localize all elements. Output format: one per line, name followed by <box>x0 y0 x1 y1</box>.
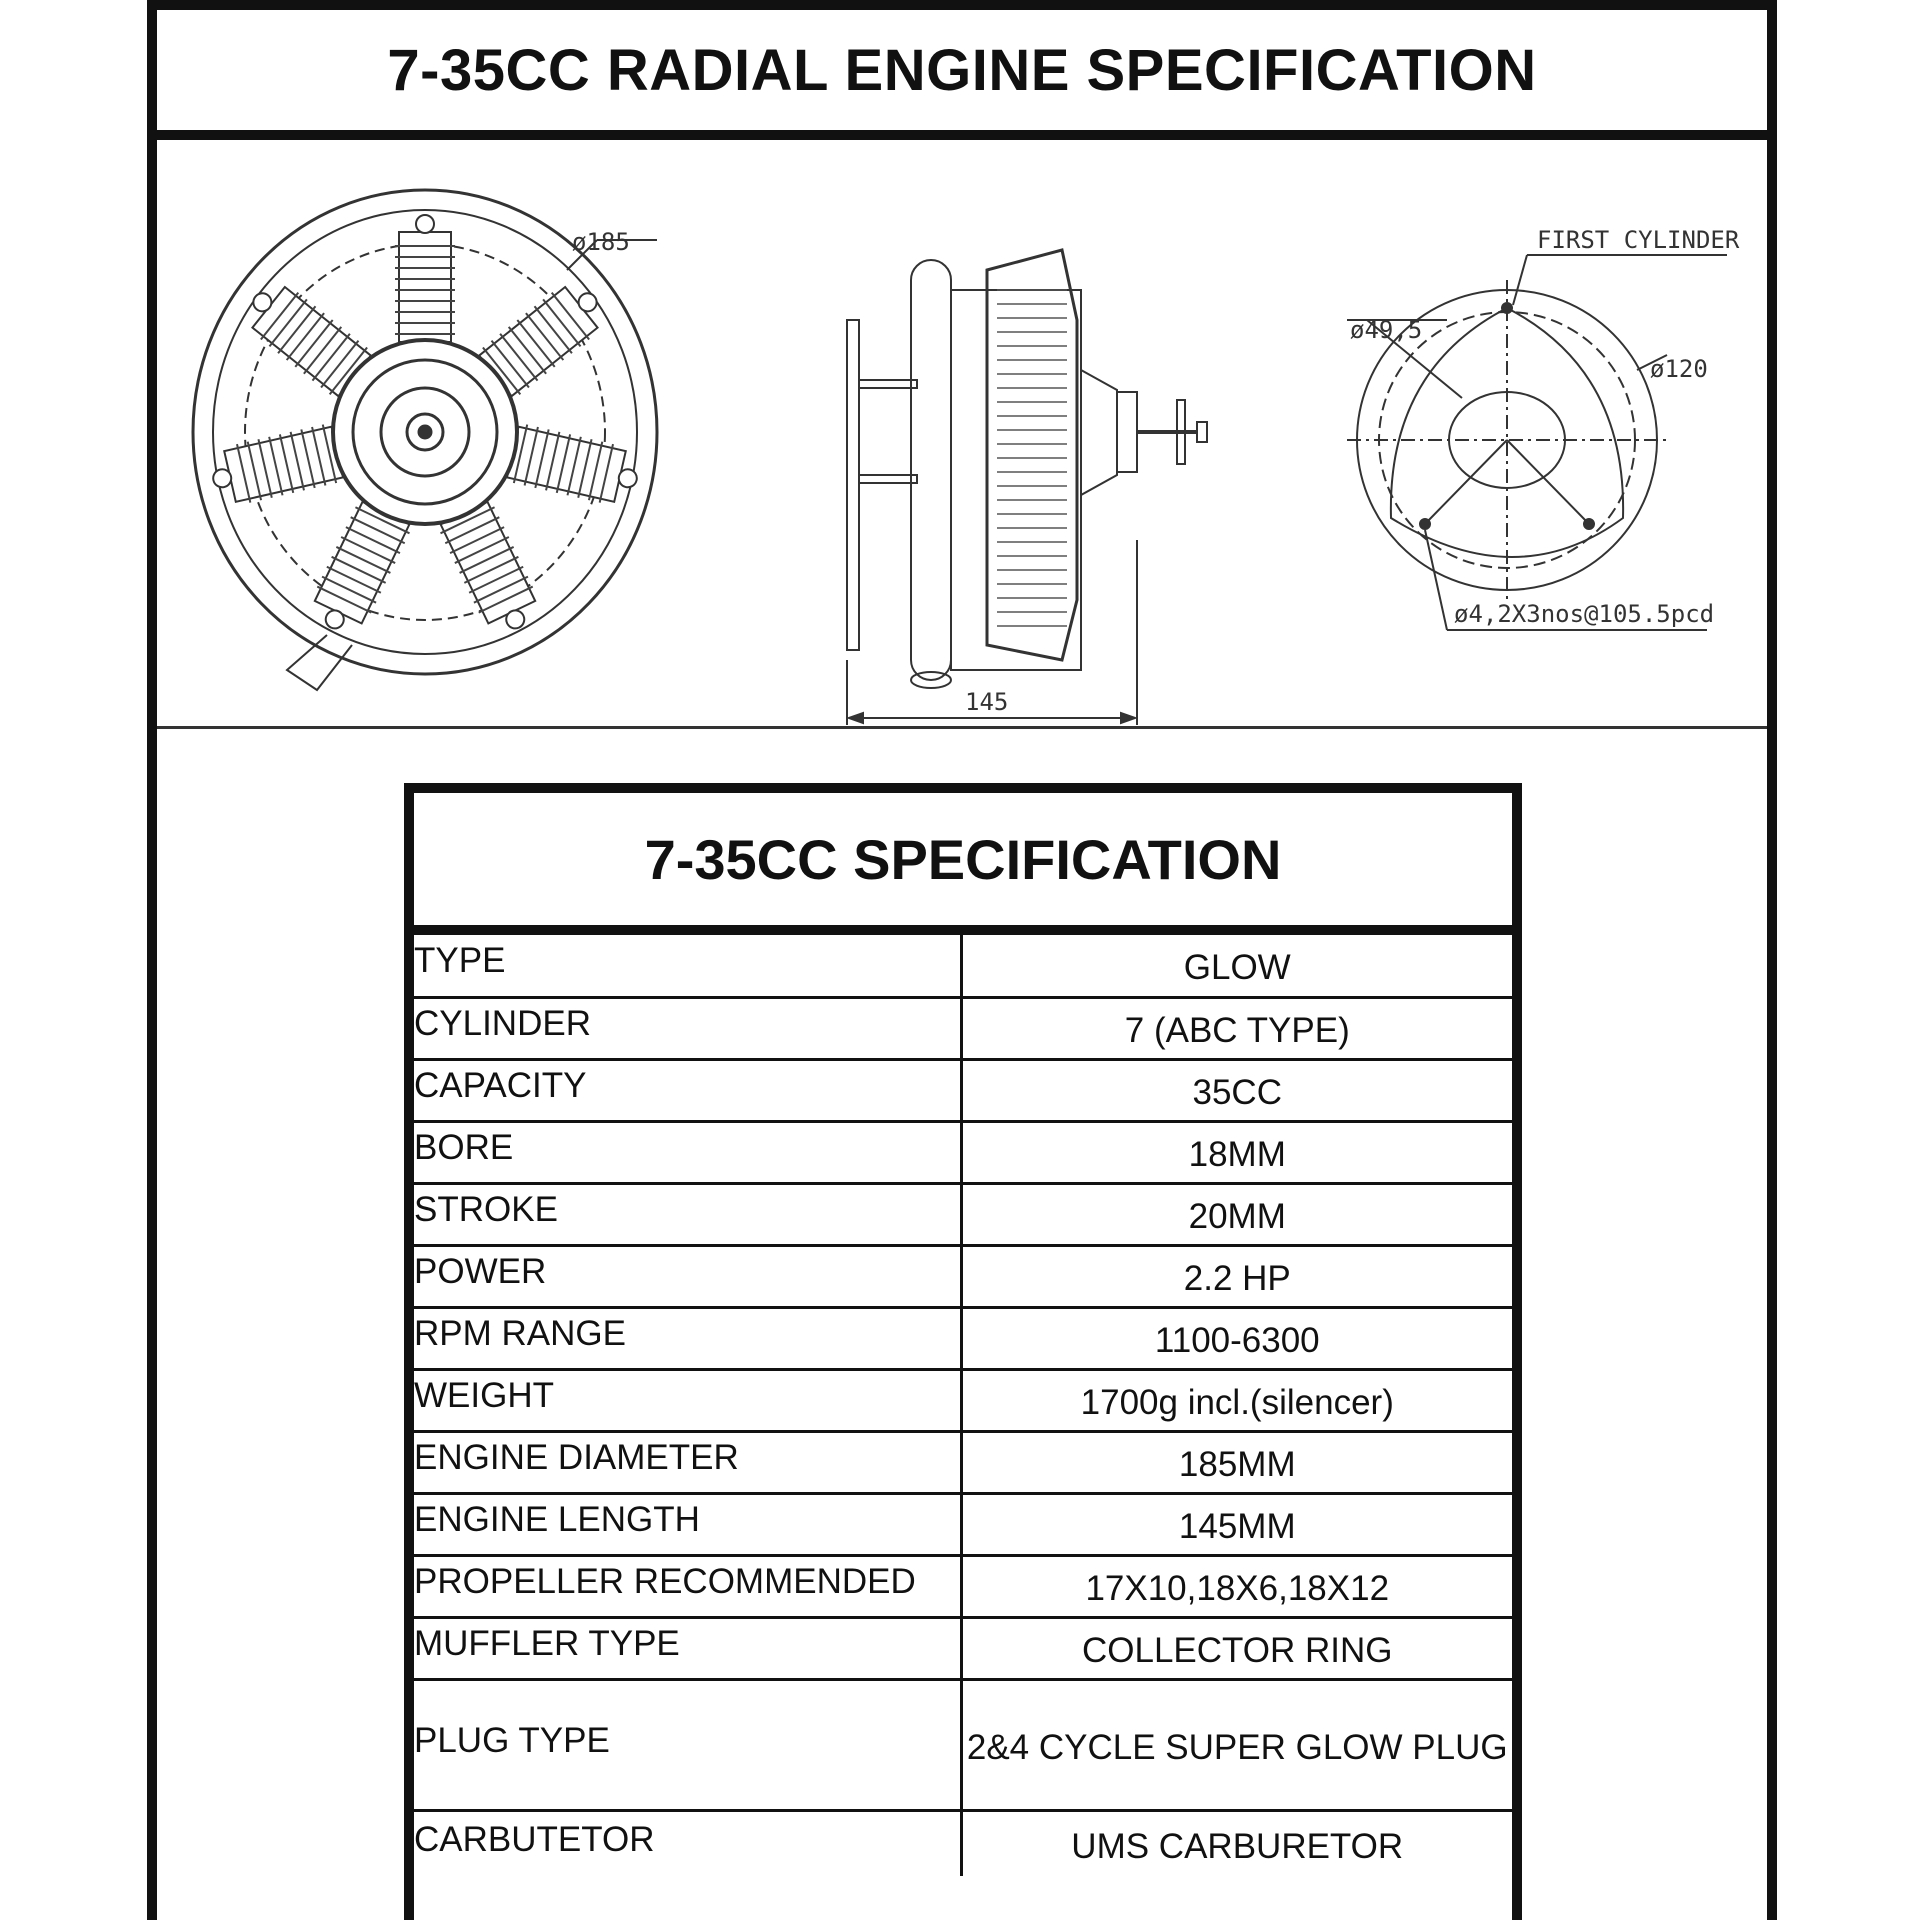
spec-label: RPM RANGE <box>414 1307 961 1369</box>
spec-row <box>414 1183 1512 1245</box>
cylinder-shape <box>506 423 643 510</box>
cylinder-shape <box>395 215 455 342</box>
spec-title-cell <box>414 793 1512 935</box>
page-header <box>157 10 1767 130</box>
frame-left <box>147 0 157 1920</box>
side-length-label: 145 <box>965 688 1009 716</box>
spec-value: 145MM <box>961 1493 1512 1555</box>
header-divider <box>147 130 1777 140</box>
mount-inner-diameter-label: ø49,5 <box>1350 316 1423 344</box>
drawing-divider <box>157 726 1767 729</box>
spec-value: 17X10,18X6,18X12 <box>961 1555 1512 1617</box>
spec-value: UMS CARBURETOR <box>1071 1826 1404 1866</box>
frame-right <box>1767 0 1777 1920</box>
spec-row <box>414 1810 1512 1876</box>
spec-row <box>414 1307 1512 1369</box>
spec-label: PLUG TYPE <box>414 1679 961 1810</box>
spec-row <box>414 1431 1512 1493</box>
mount-holes-label: ø4,2X3nos@105.5pcd <box>1454 600 1715 628</box>
spec-label: STROKE <box>414 1183 961 1245</box>
spec-value: 18MM <box>961 1121 1512 1183</box>
spec-row <box>414 997 1512 1059</box>
spec-row <box>414 1369 1512 1431</box>
spec-label: WEIGHT <box>414 1369 961 1431</box>
spec-value: GLOW <box>961 935 1512 997</box>
spec-title: 7-35CC SPECIFICATION <box>644 827 1282 891</box>
front-diameter-label: ø185 <box>572 228 630 256</box>
spec-label: PROPELLER RECOMMENDED <box>414 1555 961 1617</box>
spec-value: 35CC <box>961 1059 1512 1121</box>
mount-outer-diameter-label: ø120 <box>1650 355 1708 383</box>
front-view-drawing <box>193 190 657 690</box>
technical-drawing <box>157 140 1767 726</box>
spec-value: 185MM <box>961 1431 1512 1493</box>
side-view-drawing <box>847 250 1207 725</box>
spec-row <box>414 1679 1512 1810</box>
spec-label: BORE <box>414 1121 961 1183</box>
spec-value: 1700g incl.(silencer) <box>961 1369 1512 1431</box>
spec-value: 20MM <box>961 1183 1512 1245</box>
spec-row <box>414 1059 1512 1121</box>
first-cylinder-label: FIRST CYLINDER <box>1537 226 1740 254</box>
spec-label: CARBUTETOR <box>414 1810 961 1876</box>
spec-row <box>414 935 1512 997</box>
spec-label: POWER <box>414 1245 961 1307</box>
spec-label: ENGINE DIAMETER <box>414 1431 961 1493</box>
spec-value: 7 (ABC TYPE) <box>961 997 1512 1059</box>
page-title: 7-35CC RADIAL ENGINE SPECIFICATION <box>387 37 1537 103</box>
spec-label: TYPE <box>414 935 961 997</box>
spec-label: ENGINE LENGTH <box>414 1493 961 1555</box>
spec-value: 2.2 HP <box>961 1245 1512 1307</box>
spec-row <box>414 1493 1512 1555</box>
mount-pattern-drawing <box>1347 255 1727 630</box>
spec-table-box <box>404 783 1522 1920</box>
cylinder-shape <box>207 423 344 510</box>
spec-row <box>414 1617 1512 1679</box>
spec-row <box>414 1245 1512 1307</box>
spec-value: 1100-6300 <box>961 1307 1512 1369</box>
spec-label: MUFFLER TYPE <box>414 1617 961 1679</box>
spec-label: CAPACITY <box>414 1059 961 1121</box>
spec-row <box>414 1121 1512 1183</box>
spec-row <box>414 1555 1512 1617</box>
spec-label: CYLINDER <box>414 997 961 1059</box>
spec-table <box>414 935 1512 1876</box>
frame-top <box>147 0 1777 10</box>
spec-value: 2&4 CYCLE SUPER GLOW PLUG <box>961 1679 1512 1810</box>
spec-value: COLLECTOR RING <box>961 1617 1512 1679</box>
engine-drawings-svg <box>157 140 1767 726</box>
